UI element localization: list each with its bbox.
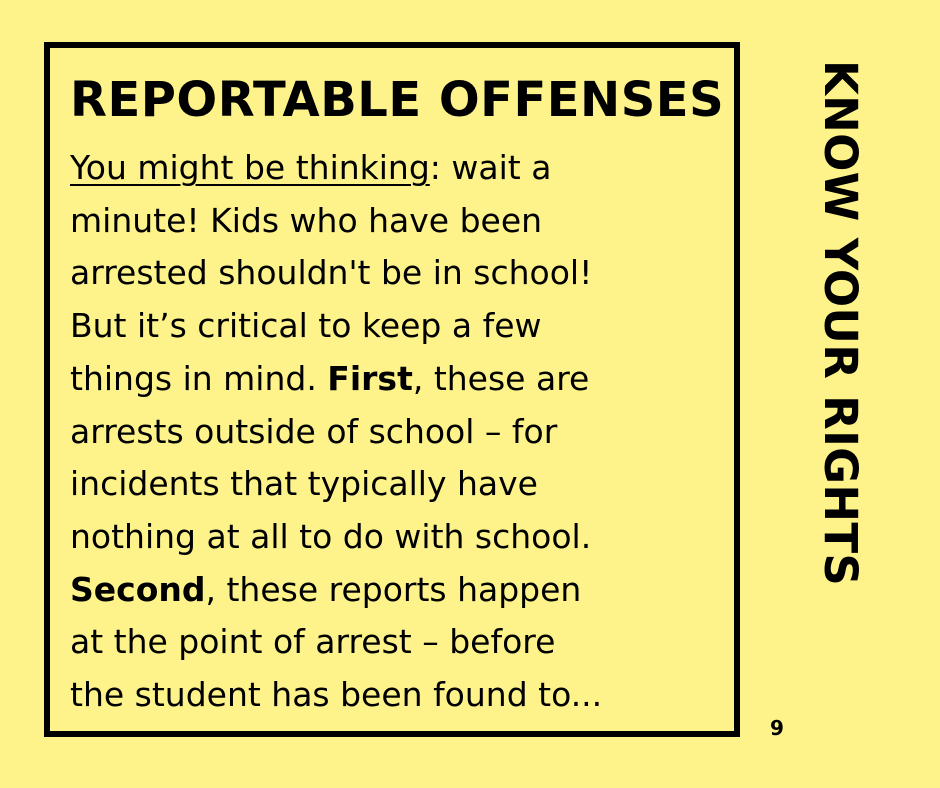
line-5-rest: , these are: [412, 358, 590, 398]
body-line-5: [70, 353, 738, 406]
side-title: [810, 60, 870, 730]
body-line-6: arrests outside of school – for: [70, 411, 558, 451]
body-line-9: [70, 564, 738, 617]
body-line-7: incidents that typically have: [70, 464, 538, 504]
line-5-text: things in mind.: [70, 358, 328, 398]
underlined-phrase: You might be thinking: [70, 148, 430, 187]
card-body: [70, 142, 738, 722]
body-line-2: minute! Kids who have been: [70, 200, 543, 240]
page-number: 9: [770, 716, 784, 740]
bold-first: First: [327, 358, 413, 398]
body-line-4: But it’s critical to keep a few: [70, 306, 542, 346]
content-card: [44, 42, 740, 737]
body-line-1: [70, 142, 738, 195]
body-line-10: at the point of arrest – before: [70, 622, 556, 662]
line-9-rest: , these reports happen: [205, 569, 582, 609]
body-line-11: the student has been found to...: [70, 675, 603, 715]
body-line-8: nothing at all to do with school.: [70, 516, 592, 556]
body-line-3: arrested shouldn't be in school!: [70, 253, 593, 293]
card-title: REPORTABLE OFFENSES: [70, 72, 725, 128]
side-title-text: KNOW YOUR RIGHTS: [814, 60, 867, 587]
bold-second: Second: [70, 569, 206, 609]
line-1-text: : wait a: [429, 148, 552, 187]
